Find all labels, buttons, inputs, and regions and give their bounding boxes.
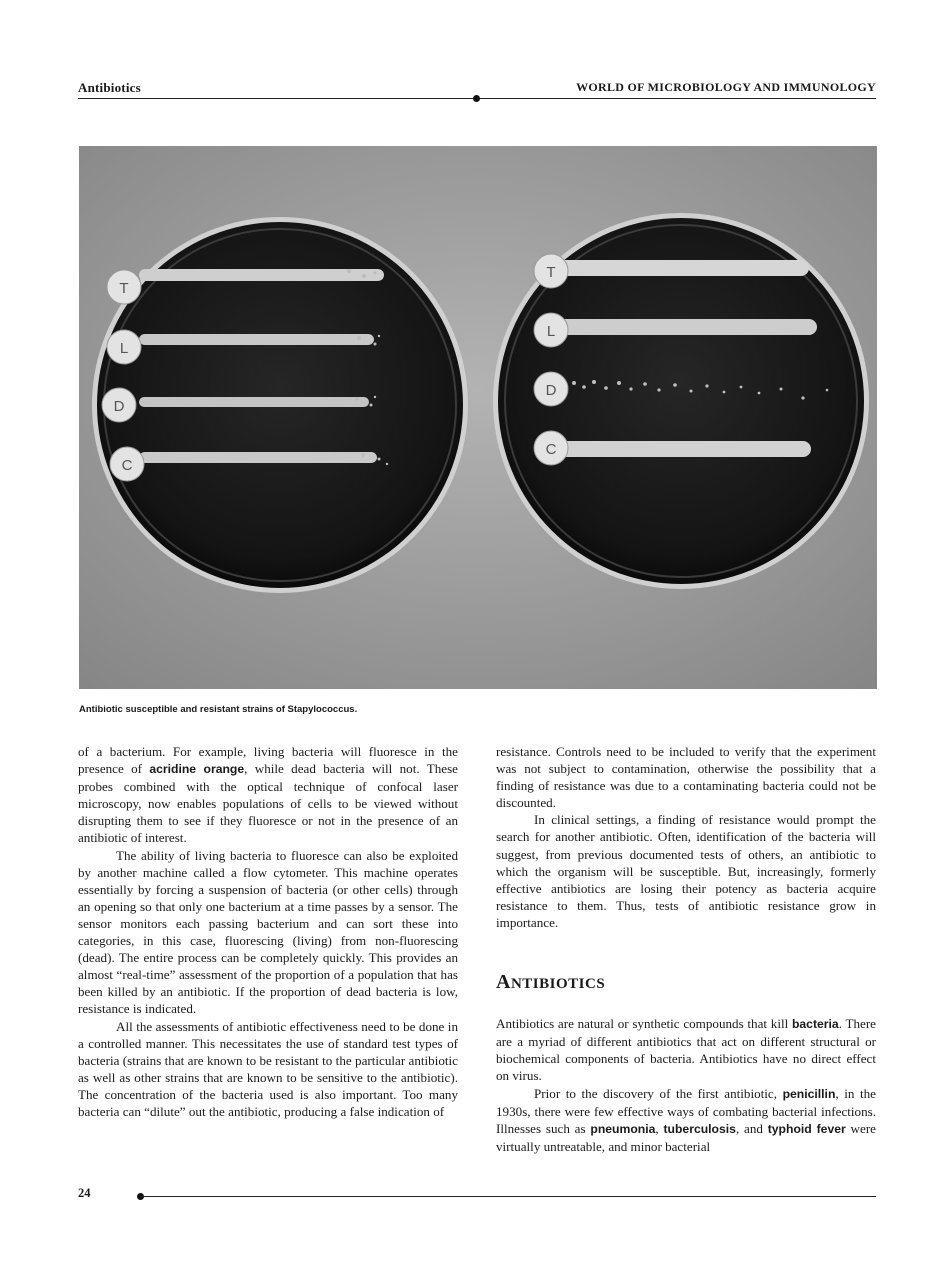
- figure-caption: Antibiotic susceptible and resistant strains of Stapylococcus.: [79, 704, 358, 715]
- right-paragraph-2: In clinical settings, a finding of resistance would prompt the search for another antibiotic. Often, identification of the bacteria will suggest, from previous documented tests of others, an antibiotic to which the organism will be susceptible. But, increasingly, formerly effective antibiotics are losing their potency as bacteria acquire resistance to them. Thus, tests of antibiotic resistance grow in importance.: [496, 812, 876, 930]
- petri-dish-photo: [79, 146, 877, 689]
- right-paragraph-3: Antibiotics are natural or synthetic compounds that kill bacteria. There are a myriad of different antibiotics that act on different structural or biochemical components of bacteria. Antibiotics have no direct effect on virus.: [496, 1016, 876, 1084]
- section-heading-antibiotics: ANTIBIOTICS: [496, 971, 606, 994]
- term-tuberculosis: tuberculosis: [663, 1121, 736, 1136]
- page-number: 24: [78, 1186, 91, 1200]
- disk-label-c-right: C: [545, 441, 557, 458]
- term-pneumonia: pneumonia: [590, 1121, 656, 1136]
- left-paragraph-3: All the assessments of antibiotic effectiveness need to be done in a controlled manner. This necessitates the use of standard test types of bacteria (strains that are known to be resistant to the particular antibiotic as well as other strains that are known to be sensitive to the antibiotic). The concentration of the bacteria used is also important. Too many bacteria can “dilute” out the antibiotic, producing a false indication of: [78, 1018, 458, 1119]
- disk-label-l-right: L: [546, 323, 556, 340]
- term-penicillin: penicillin: [782, 1086, 836, 1101]
- right-text-column: [496, 743, 876, 1155]
- streak-c-left: [139, 452, 377, 463]
- disk-label-t-right: T: [546, 264, 556, 281]
- header-book-title: WORLD OF MICROBIOLOGY AND IMMUNOLOGY: [576, 80, 876, 94]
- streak-c-right: [549, 441, 811, 457]
- right-paragraph-1: resistance. Controls need to be included to verify that the experiment was not subject to contamination, otherwise the possibility that a finding of resistance was due to a contaminating bacteria could not be discounted.: [496, 744, 876, 811]
- streak-l-right: [549, 319, 817, 335]
- header-section-title: Antibiotics: [78, 80, 141, 95]
- right-paragraph-4: Prior to the discovery of the first antibiotic, penicillin, in the 1930s, there were few effective ways of combating bacterial infections. Illnesses such as pneumonia, tuberculosis, and typhoid fever were virtually untreatable, and minor bacterial: [496, 1085, 876, 1154]
- left-petri-dish: [92, 217, 468, 593]
- disk-label-d-left: D: [113, 398, 125, 415]
- streak-l-left: [139, 334, 374, 345]
- term-typhoid-fever: typhoid fever: [767, 1121, 846, 1136]
- term-acridine-orange: acridine orange: [149, 762, 245, 777]
- petri-dish-illustration: [79, 146, 877, 689]
- disk-label-t-left: T: [119, 280, 129, 297]
- header-rule-dot: [473, 95, 480, 102]
- term-bacteria: bacteria: [791, 1017, 839, 1032]
- disk-label-d-right: D: [545, 382, 557, 399]
- streak-d-left: [139, 397, 369, 407]
- disk-label-l-left: L: [119, 340, 129, 357]
- streak-t-right: [549, 260, 809, 276]
- footer-rule: [140, 1196, 876, 1197]
- left-paragraph-2: The ability of living bacteria to fluoresce can also be exploited by another machine called a flow cytometer. This machine operates essentially by forcing a suspension of bacteria (or other cells) through an opening so that only one bacterium at a time passes by a sensor. The sensor monitors each passing bacterium and can sort these into categories, in this case, fluorescing (living) from non-fluorescing (dead). The entire process can be completely quickly. This provides an almost “real-time” assessment of the proportion of a population that has been killed by an antibiotic. If the proportion of dead bacteria is low, resistance is indicated.: [78, 847, 458, 1017]
- left-paragraph-1: of a bacterium. For example, living bacteria will fluoresce in the presence of acridine orange, while dead bacteria will not. These probes combined with the optical technique of confocal laser microscopy, now enables populations of cells to be viewed without disrupting them to see if they fluoresce or not in the presence of an antibiotic of interest.: [78, 744, 458, 846]
- right-petri-dish: [493, 213, 869, 589]
- left-text-column: [78, 743, 458, 1120]
- disk-label-c-left: C: [121, 457, 133, 474]
